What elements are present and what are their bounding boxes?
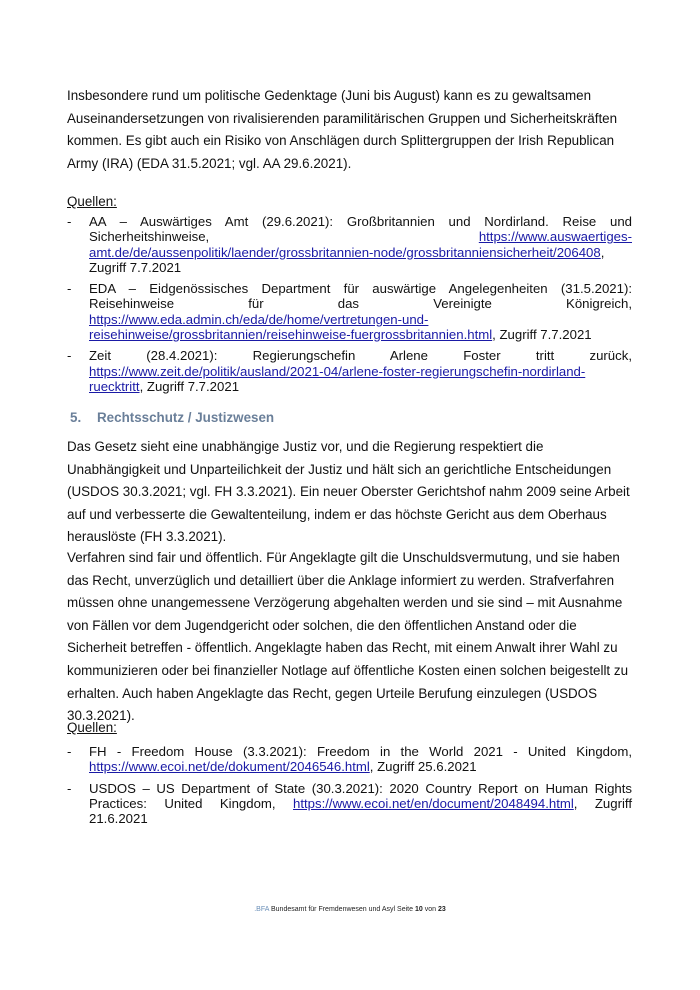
- bfa-logo: .BFA: [254, 906, 270, 913]
- source-link[interactable]: https://www.zeit.de/politik/ausland/2021-04/arlene-foster-regierungschefin-nordirland-ruecktritt: [89, 363, 586, 394]
- paragraph-security: Insbesondere rund um politische Gedenktage (Juni bis August) kann es zu gewaltsamen Auseinandersetzungen von rivalisierenden paramilitärischen Gruppen und Sicherheitskräften kommen. Es gibt auch ein Risiko von Anschlägen durch Splittergruppen der Irish Republican Army (IRA) (EDA 31.5.2021; vgl. AA 29.6.2021).: [67, 88, 618, 171]
- source-item: - EDA – Eidgenössisches Department für auswärtige Angelegenheiten (31.5.2021): Reisehinweise für das Vereinigte Königreich, https://www.eda.admin.ch/eda/de/home/vertretungen-und-reisehinweise/grossbritannien/reisehinweise-fuergrossbritannien.html, Zugriff 7.7.2021: [67, 281, 632, 343]
- footer-of: von: [424, 906, 437, 913]
- source-item: - Zeit (28.4.2021): Regierungschefin Arlene Foster tritt zurück, https://www.zeit.de/politik/ausland/2021-04/arlene-foster-regierungschefin-nordirland-ruecktritt, Zugriff 7.7.2021: [67, 348, 632, 394]
- sources-list: [67, 214, 632, 400]
- source-item: - FH - Freedom House (3.3.2021): Freedom in the World 2021 - United Kingdom, https://www.ecoi.net/de/dokument/2046546.html, Zugriff 25.6.2021: [67, 744, 632, 775]
- sources-heading: Quellen:: [67, 194, 117, 209]
- source-link[interactable]: https://www.auswaertiges-amt.de/de/aussenpolitik/laender/grossbritannien-node/grossbritanniensicherheit/206408: [89, 229, 632, 260]
- section-title: Rechtsschutz / Justizwesen: [97, 410, 275, 425]
- source-link[interactable]: https://www.eda.admin.ch/eda/de/home/vertretungen-und-reisehinweise/grossbritannien/reisehinweise-fuergrossbritannien.html: [89, 311, 493, 343]
- source-link[interactable]: https://www.ecoi.net/de/dokument/2046546.html: [89, 759, 370, 775]
- page-total: 23: [437, 906, 446, 913]
- sources-list: [67, 744, 632, 832]
- paragraph-justice: Das Gesetz sieht eine unabhängige Justiz vor, und die Regierung respektiert die Unabhängigkeit und Unparteilichkeit der Justiz und hält sich an gerichtliche Entscheidungen (USDOS 30.3.2021; vgl. FH 3.3.2021). Ein neuer Oberster Gerichtshof nahm 2009 seine Arbeit auf und verbesserte die Gewaltenteilung, indem er das höchste Gericht aus dem Oberhaus herauslöste (FH 3.3.2021).: [67, 439, 630, 545]
- paragraph-procedures: Verfahren sind fair und öffentlich. Für Angeklagte gilt die Unschuldsvermutung, und sie haben das Recht, unverzüglich und detailliert über die Anklage informiert zu werden. Strafverfahren müssen ohne unangemessene Verzögerung abgehalten werden und sie sind – mit Ausnahme von Fällen vor dem Jugendgericht oder solchen, die den öffentlichen Anstand oder die Sicherheit betreffen - öffentlich. Angeklagte haben das Recht, mit einem Anwalt ihrer Wahl zu kommunizieren oder bei finanzieller Notlage auf öffentliche Kosten einen solchen beigestellt zu erhalten. Auch haben Angeklagte das Recht, gegen Urteile Berufung einzulegen (USDOS 30.3.2021).: [67, 550, 629, 724]
- section-heading: [70, 410, 274, 425]
- source-item: - AA – Auswärtiges Amt (29.6.2021): Großbritannien und Nordirland. Reise und Sicherheitshinweise, https://www.auswaertiges-amt.de/de/aussenpolitik/laender/grossbritannien-node/grossbritanniensicherheit/206408, Zugriff 7.7.2021: [67, 214, 632, 275]
- sources-heading: Quellen:: [67, 720, 117, 735]
- section-number: 5.: [70, 410, 82, 425]
- source-item: - USDOS – US Department of State (30.3.2021): 2020 Country Report on Human Rights Practices: United Kingdom, https://www.ecoi.net/en/document/2048494.html, Zugriff 21.6.2021: [67, 780, 632, 827]
- footer-text: Bundesamt für Fremdenwesen und Asyl Seite: [270, 906, 414, 913]
- page-footer: [0, 906, 700, 913]
- page-number: 10: [414, 906, 423, 913]
- source-link[interactable]: https://www.ecoi.net/en/document/2048494.html: [293, 795, 574, 811]
